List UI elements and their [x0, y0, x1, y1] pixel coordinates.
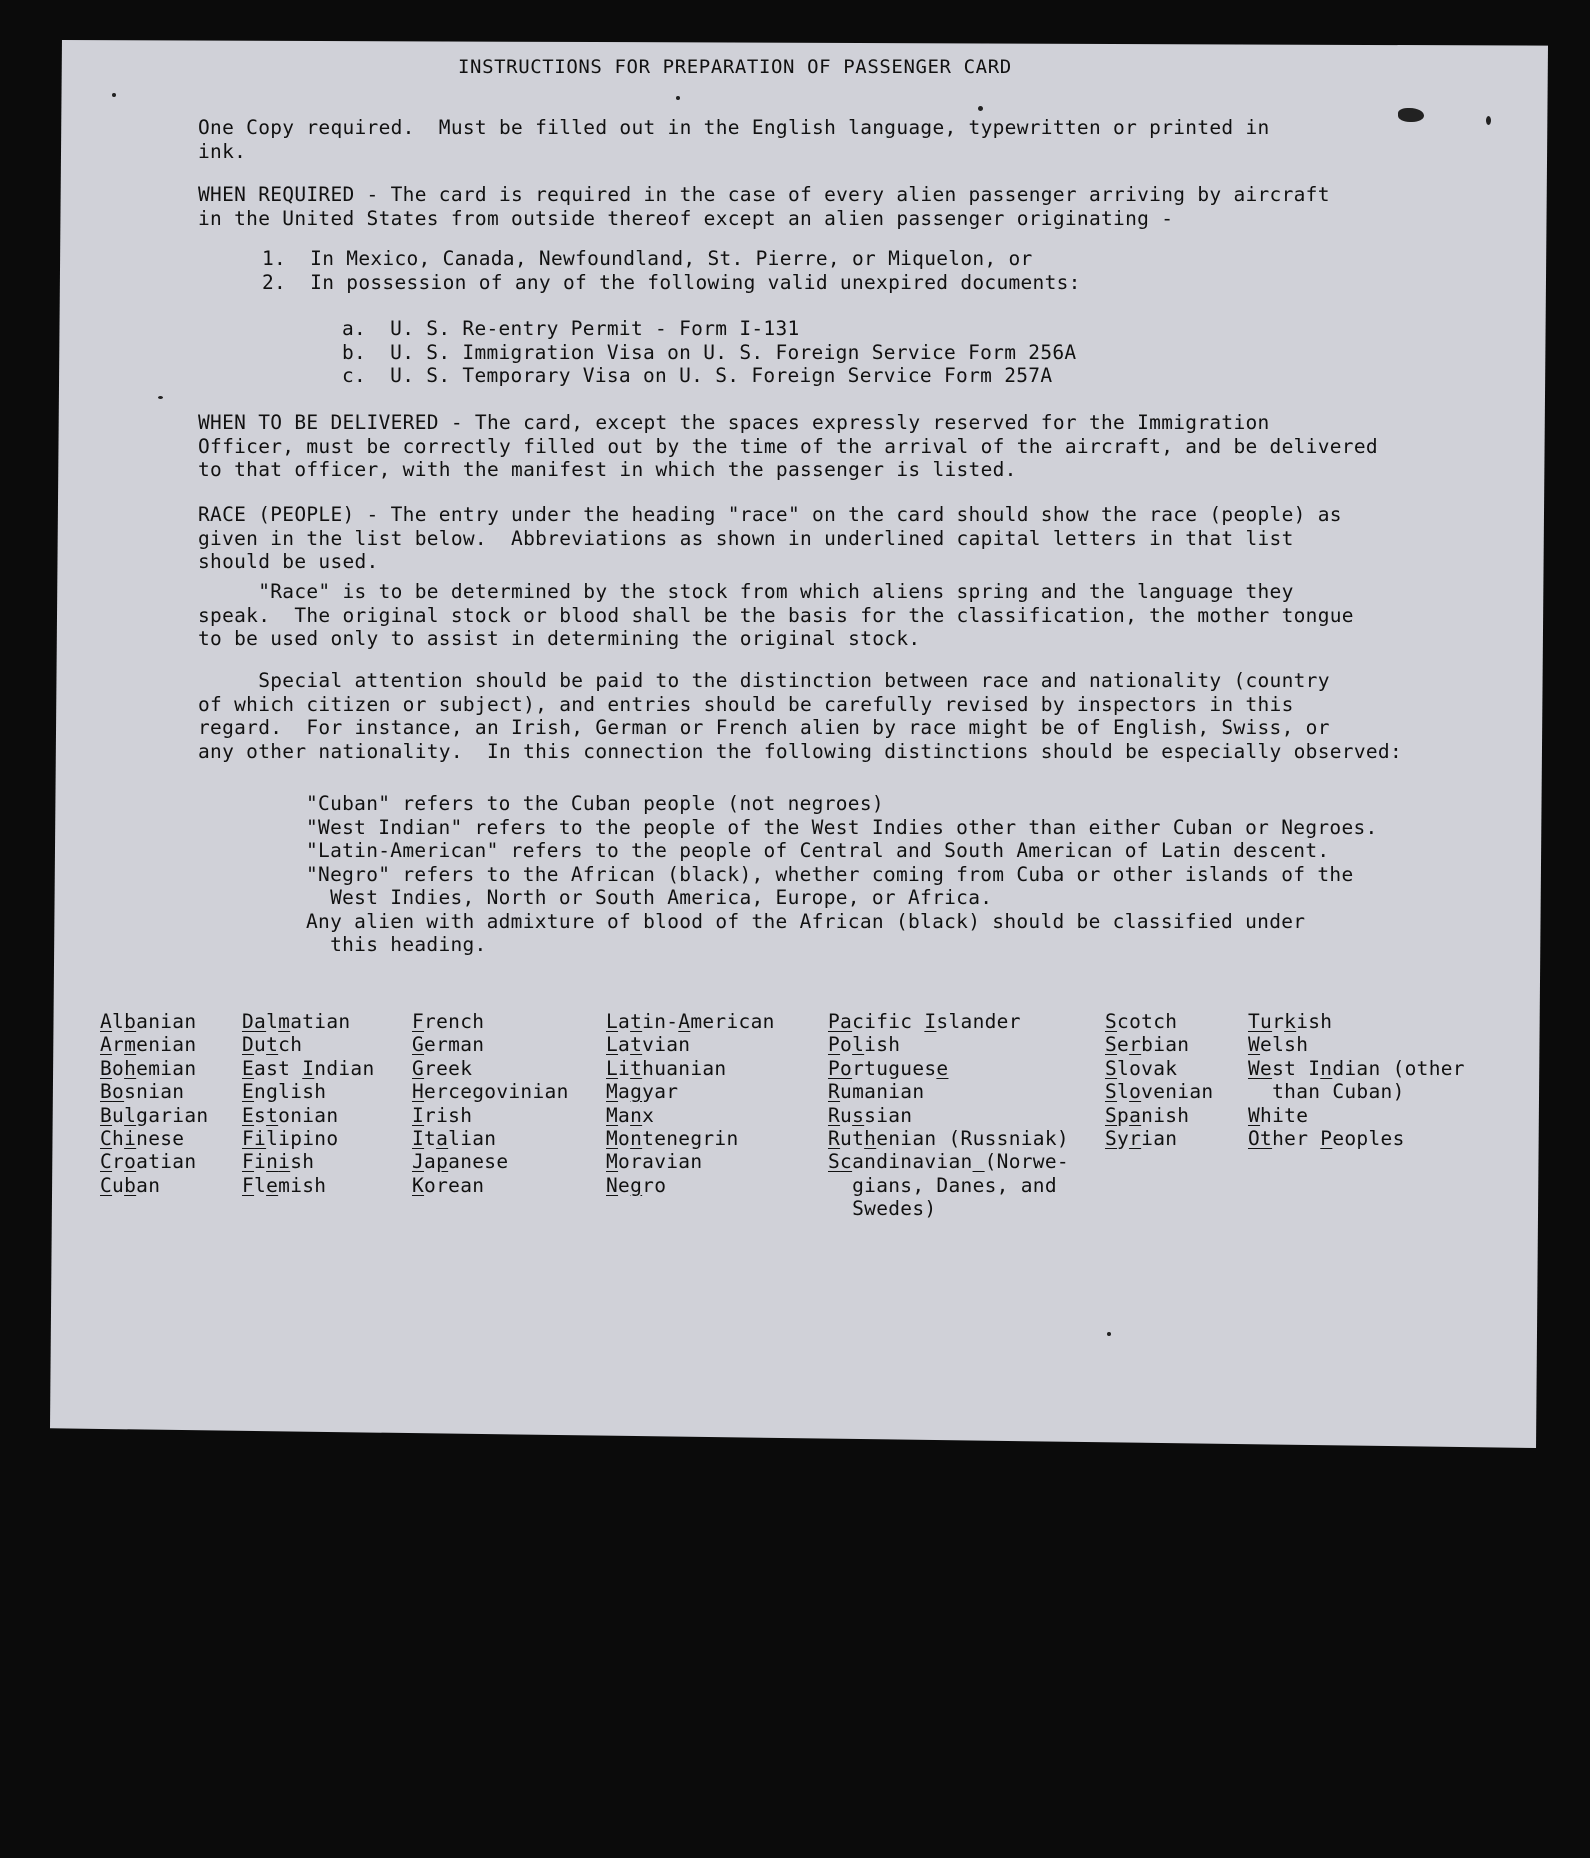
race-entry: Dalmatian: [242, 1010, 351, 1033]
race-entry: West Indian (other: [1248, 1056, 1465, 1080]
race-entry: French: [412, 1010, 485, 1033]
documents-list: a. U. S. Re-entry Permit - Form I-131 b. U. S. Immigration Visa on U. S. Foreign Service Form 256A c. U. S. Temporary Visa on U. S. Foreign Service Form 257A: [342, 317, 1077, 387]
race-paragraph: RACE (PEOPLE) - The entry under the heading "race" on the card should show the race (people) as given in the list below. Abbreviations as shown in underlined capital letters in that list should be used.: [198, 503, 1342, 573]
race-column-2: [242, 1010, 375, 1197]
race-entry: Bosnian: [100, 1080, 185, 1104]
special-attention-paragraph: Special attention should be paid to the distinction between race and nationality (country of which citizen or subject), and entries should be carefully revised by inspectors in this regard. For instance, an Irish, German or French alien by race might be of English, Swiss, or any other nationality. In this connection the following distinctions should be especially observed:: [198, 669, 1402, 763]
race-entry: German: [412, 1033, 485, 1057]
race-entry: Korean: [412, 1173, 485, 1197]
race-entry: Filipino: [242, 1127, 339, 1151]
race-entry: than Cuban): [1272, 1080, 1405, 1104]
page-title: INSTRUCTIONS FOR PREPARATION OF PASSENGER CARD: [458, 56, 1012, 78]
race-entry: White: [1248, 1103, 1309, 1127]
ink-speck: [1486, 116, 1491, 125]
race-entry: Finish: [242, 1150, 315, 1174]
race-entry: Flemish: [242, 1173, 327, 1197]
race-entry: Bulgarian: [100, 1103, 209, 1127]
race-entry: Cuban: [100, 1173, 161, 1197]
race-entry: Portuguese: [828, 1056, 949, 1080]
race-entry: Turkish: [1248, 1010, 1333, 1033]
race-entry: Swedes): [852, 1197, 937, 1221]
race-entry: Manx: [606, 1103, 655, 1127]
race-entry: Scotch: [1105, 1010, 1178, 1033]
race-entry: Armenian: [100, 1033, 197, 1057]
race-entry: Serbian: [1105, 1033, 1190, 1057]
ink-blot: [1398, 108, 1424, 122]
race-entry: Other Peoples: [1248, 1127, 1405, 1151]
race-column-6: [1105, 1010, 1213, 1150]
ink-speck: [112, 93, 116, 97]
race-entry: Italian: [412, 1127, 497, 1151]
ink-speck: [676, 96, 680, 100]
race-column-1: [100, 1010, 208, 1197]
race-entry: Dutch: [242, 1033, 303, 1057]
race-entry: Syrian: [1105, 1127, 1178, 1151]
race-entry: Chinese: [100, 1127, 185, 1151]
race-entry: Latvian: [606, 1033, 691, 1057]
race-entry: Slovak: [1105, 1056, 1178, 1080]
race-entry: Hercegovinian: [412, 1080, 569, 1104]
race-entry: Bohemian: [100, 1056, 197, 1080]
race-entry: Moravian: [606, 1150, 703, 1174]
ink-speck: [158, 396, 163, 399]
when-required-paragraph: WHEN REQUIRED - The card is required in the case of every alien passenger arriving by aircraft in the United States from outside thereof except an alien passenger originating -: [198, 183, 1330, 230]
race-entry: English: [242, 1080, 327, 1104]
race-entry: East Indian: [242, 1056, 375, 1080]
race-entry: Latin-American: [606, 1010, 775, 1033]
race-entry: Greek: [412, 1056, 473, 1080]
race-entry: Ruthenian (Russniak): [828, 1127, 1069, 1151]
race-column-5: [828, 1010, 1069, 1221]
intro-paragraph: One Copy required. Must be filled out in the English language, typewritten or printed in ink.: [198, 116, 1270, 163]
race-entry: Montenegrin: [606, 1127, 739, 1151]
race-entry: Lithuanian: [606, 1056, 727, 1080]
race-column-7: [1248, 1010, 1465, 1150]
race-entry: Irish: [412, 1103, 473, 1127]
race-entry: Pacific Islander: [828, 1010, 1021, 1033]
race-entry: Scandinavian (Norwe-: [828, 1150, 1069, 1174]
ink-speck: [978, 106, 983, 111]
race-entry: Japanese: [412, 1150, 509, 1174]
race-entry: Slovenian: [1105, 1080, 1214, 1104]
race-entry: Estonian: [242, 1103, 339, 1127]
race-entry: gians, Danes, and: [852, 1173, 1057, 1197]
race-entry: Croatian: [100, 1150, 197, 1174]
race-column-3: [412, 1010, 569, 1197]
race-definition-paragraph: "Race" is to be determined by the stock from which aliens spring and the language they speak. The original stock or blood shall be the basis for the classification, the mother tongue to be used only to assist in determining the original stock.: [198, 580, 1354, 650]
race-entry: Polish: [828, 1033, 901, 1057]
race-entry: Rumanian: [828, 1080, 925, 1104]
race-entry: Magyar: [606, 1080, 679, 1104]
race-entry: Russian: [828, 1103, 913, 1127]
when-delivered-paragraph: WHEN TO BE DELIVERED - The card, except the spaces expressly reserved for the Immigration Officer, must be correctly filled out by the time of the arrival of the aircraft, and be delivered to that officer, with the manifest in which the passenger is listed.: [198, 411, 1378, 481]
race-entry: Welsh: [1248, 1033, 1309, 1057]
race-entry: Spanish: [1105, 1103, 1190, 1127]
race-column-4: [606, 1010, 775, 1197]
conditions-list: 1. In Mexico, Canada, Newfoundland, St. Pierre, or Miquelon, or 2. In possession of any of the following valid unexpired documents:: [262, 247, 1081, 294]
distinctions-list: "Cuban" refers to the Cuban people (not negroes) "West Indian" refers to the people of the West Indies other than either Cuban or Negroes. "Latin-American" refers to the people of Central and South American of Latin descent. "Negro" refers to the African (black), whether coming from Cuba or other islands of the West Indies, North or South America, Europe, or Africa. Any alien with admixture of blood of the African (black) should be classified under this heading.: [306, 792, 1378, 956]
race-entry: Albanian: [100, 1010, 197, 1033]
ink-speck: [1107, 1332, 1111, 1336]
race-entry: Negro: [606, 1173, 667, 1197]
